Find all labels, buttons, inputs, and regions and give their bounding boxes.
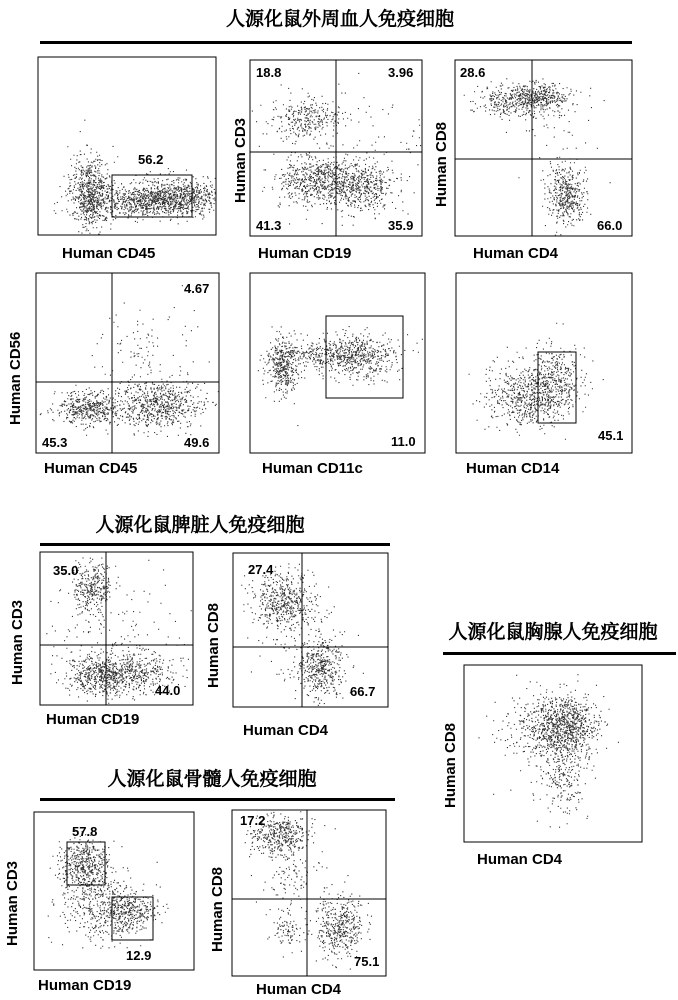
scatter-cloud bbox=[469, 323, 604, 440]
x-axis-label: Human CD4 bbox=[477, 851, 563, 868]
quadrant-value: 66.0 bbox=[597, 218, 623, 233]
y-axis-label: Human CD8 bbox=[209, 866, 226, 952]
quadrant-value: 49.6 bbox=[184, 435, 210, 450]
scatter-cloud bbox=[479, 674, 620, 828]
x-axis-label: Human CD19 bbox=[46, 711, 140, 728]
x-axis-label: Human CD19 bbox=[38, 977, 132, 994]
gate-value: 45.1 bbox=[598, 428, 624, 443]
plot-pb-cd56-cd45 bbox=[7, 273, 219, 477]
scatter-points bbox=[46, 557, 192, 703]
gate-value: 57.8 bbox=[72, 824, 98, 839]
plot-frame bbox=[38, 57, 216, 235]
quadrant-value: 35.0 bbox=[53, 563, 79, 578]
scatter-cloud bbox=[258, 326, 423, 426]
plot-pb-cd3-cd19 bbox=[232, 60, 422, 262]
y-axis-label: Human CD3 bbox=[232, 117, 249, 203]
scatter-points bbox=[245, 811, 372, 969]
y-axis-label: Human CD8 bbox=[442, 722, 459, 808]
scatter-cloud bbox=[46, 557, 192, 703]
scatter-cloud bbox=[241, 563, 364, 705]
section-title-thymus: 人源化鼠胸腺人免疫细胞 bbox=[448, 621, 658, 643]
y-axis-label: Human CD8 bbox=[205, 602, 222, 688]
plot-frame bbox=[464, 665, 642, 842]
scatter-points bbox=[258, 326, 423, 426]
plot-bm-cd3-cd19 bbox=[4, 812, 194, 994]
x-axis-label: Human CD45 bbox=[44, 460, 138, 477]
plot-frame bbox=[34, 812, 194, 970]
quadrant-value: 4.67 bbox=[184, 281, 210, 296]
gate-value: 12.9 bbox=[126, 948, 152, 963]
gate-value: 11.0 bbox=[391, 434, 416, 449]
plot-pb-cd14 bbox=[456, 273, 632, 477]
x-axis-label: Human CD4 bbox=[243, 722, 329, 739]
y-axis-label: Human CD3 bbox=[9, 599, 26, 685]
section-title-spleen: 人源化鼠脾脏人免疫细胞 bbox=[95, 514, 305, 536]
quadrant-value: 66.7 bbox=[350, 684, 376, 699]
x-axis-label: Human CD19 bbox=[258, 245, 352, 262]
quadrant-value: 27.4 bbox=[248, 562, 274, 577]
plot-pb-cd45 bbox=[38, 57, 216, 262]
y-axis-label: Human CD3 bbox=[4, 860, 21, 946]
quadrant-value: 35.9 bbox=[388, 218, 414, 233]
scatter-points bbox=[469, 323, 604, 440]
quadrant-value: 17.2 bbox=[240, 813, 266, 828]
gate-value: 56.2 bbox=[138, 152, 164, 167]
plot-bm-cd8-cd4 bbox=[209, 810, 386, 998]
x-axis-label: Human CD45 bbox=[62, 245, 156, 262]
x-axis-label: Human CD4 bbox=[256, 981, 342, 998]
plot-sp-cd8-cd4 bbox=[205, 553, 388, 739]
plot-frame bbox=[36, 273, 219, 453]
scatter-cloud bbox=[48, 829, 169, 948]
x-axis-label: Human CD4 bbox=[473, 245, 559, 262]
scatter-cloud bbox=[245, 811, 372, 969]
scatter-cloud bbox=[464, 78, 611, 235]
plot-pb-cd8-cd4 bbox=[433, 60, 632, 262]
scatter-points bbox=[479, 674, 620, 828]
scatter-points bbox=[464, 78, 611, 235]
scatter-points bbox=[48, 829, 169, 948]
plot-th-cd8-cd4 bbox=[442, 665, 642, 868]
quadrant-value: 18.8 bbox=[256, 65, 282, 80]
plot-frame bbox=[456, 273, 632, 453]
y-axis-label: Human CD56 bbox=[7, 331, 24, 425]
quadrant-value: 45.3 bbox=[42, 435, 68, 450]
plot-sp-cd3-cd19 bbox=[9, 552, 193, 728]
x-axis-label: Human CD14 bbox=[466, 460, 560, 477]
quadrant-value: 75.1 bbox=[354, 954, 380, 969]
plot-frame bbox=[455, 60, 632, 236]
scatter-points bbox=[241, 563, 364, 705]
scatter-cloud bbox=[40, 285, 219, 437]
plot-pb-cd11c bbox=[250, 273, 425, 477]
quadrant-value: 44.0 bbox=[155, 683, 181, 698]
quadrant-value: 28.6 bbox=[460, 65, 486, 80]
quadrant-value: 41.3 bbox=[256, 218, 282, 233]
section-title-peripheral-blood: 人源化鼠外周血人免疫细胞 bbox=[225, 8, 454, 30]
y-axis-label: Human CD8 bbox=[433, 121, 450, 207]
quadrant-value: 3.96 bbox=[388, 65, 414, 80]
scatter-points bbox=[40, 285, 219, 437]
section-title-bone-marrow: 人源化鼠骨髓人免疫细胞 bbox=[107, 768, 317, 790]
x-axis-label: Human CD11c bbox=[262, 460, 363, 477]
